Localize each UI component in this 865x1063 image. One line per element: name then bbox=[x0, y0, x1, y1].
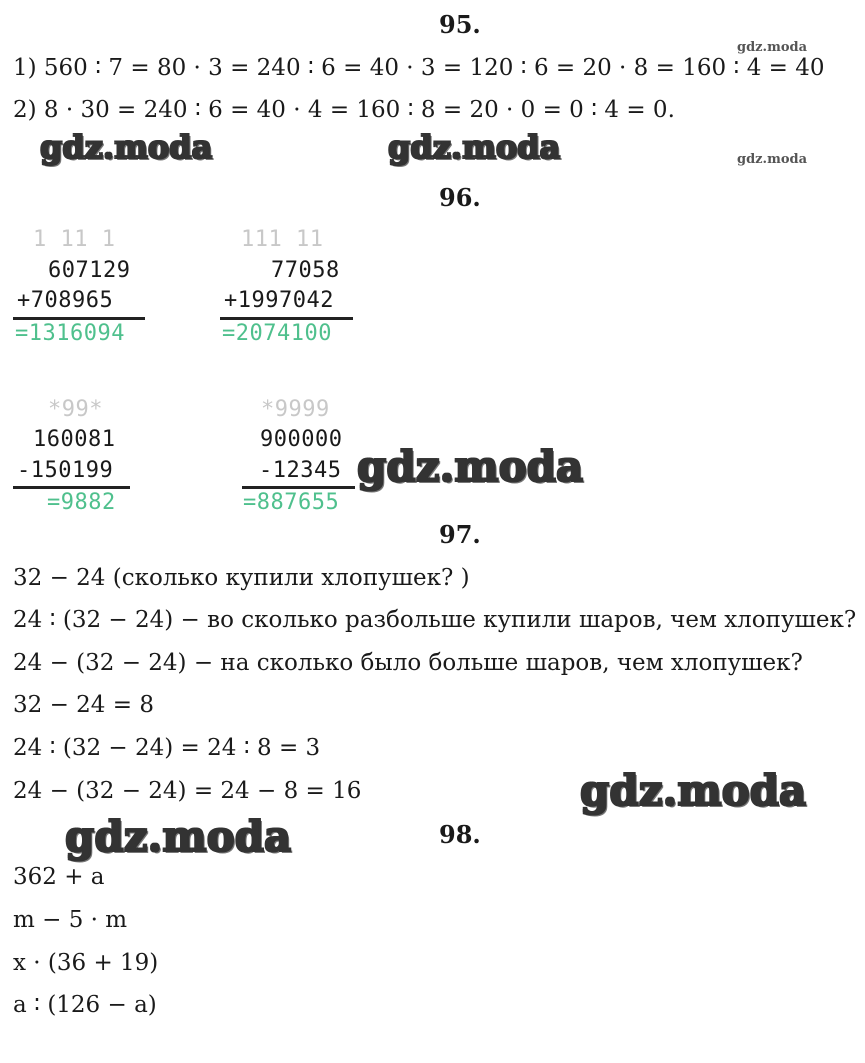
exercise-98-number: 98. bbox=[439, 820, 481, 849]
addition-1-operand-a: 607129 bbox=[48, 258, 131, 283]
watermark-small-1: gdz.moda bbox=[737, 40, 808, 55]
exercise-95-number: 95. bbox=[439, 10, 481, 39]
addition-2-carry: 111 11 bbox=[241, 227, 324, 252]
watermark-5: gdz.moda bbox=[65, 812, 292, 861]
exercise-97-line-3: 24 − (32 − 24) − на сколько было больше шаров, чем хлопушек? bbox=[13, 650, 803, 676]
subtraction-2-rule bbox=[242, 486, 355, 489]
subtraction-2-carry: *9999 bbox=[261, 397, 330, 422]
watermark-4: gdz.moda bbox=[580, 766, 807, 815]
exercise-97-line-6: 24 − (32 − 24) = 24 − 8 = 16 bbox=[13, 778, 362, 804]
addition-1-carry: 1 11 1 bbox=[33, 227, 116, 252]
subtraction-1-rule bbox=[13, 486, 130, 489]
subtraction-1-operand-a: 160081 bbox=[33, 427, 116, 452]
addition-2-result: =2074100 bbox=[222, 321, 332, 346]
exercise-98-line-4: a ∶ (126 − a) bbox=[13, 992, 157, 1018]
subtraction-1-operand-b: -150199 bbox=[17, 458, 114, 483]
exercise-98-line-1: 362 + a bbox=[13, 864, 105, 890]
subtraction-1-result: =9882 bbox=[47, 490, 116, 515]
subtraction-2-result: =887655 bbox=[243, 490, 340, 515]
addition-1-result: =1316094 bbox=[15, 321, 125, 346]
exercise-98-line-3: x · (36 + 19) bbox=[13, 950, 159, 976]
exercise-97-number: 97. bbox=[439, 520, 481, 549]
subtraction-1-carry: *99* bbox=[48, 397, 103, 422]
exercise-98-line-2: m − 5 · m bbox=[13, 907, 128, 933]
exercise-97-line-2: 24 ∶ (32 − 24) − во сколько разбольше купили шаров, чем хлопушек? bbox=[13, 607, 857, 633]
addition-2-operand-a: 77058 bbox=[271, 258, 340, 283]
addition-2-operand-b: +1997042 bbox=[224, 288, 334, 313]
subtraction-2-operand-b: -12345 bbox=[259, 458, 342, 483]
exercise-97-line-5: 24 ∶ (32 − 24) = 24 ∶ 8 = 3 bbox=[13, 735, 321, 761]
exercise-95-line-1: 1) 560 ∶ 7 = 80 · 3 = 240 ∶ 6 = 40 · 3 = 120 ∶ 6 = 20 · 8 = 160 ∶ 4 = 40 bbox=[13, 55, 825, 81]
watermark-3: gdz.moda bbox=[357, 442, 584, 491]
watermark-small-2: gdz.moda bbox=[737, 152, 808, 167]
watermark-1: gdz.moda bbox=[40, 128, 213, 166]
exercise-97-line-4: 32 − 24 = 8 bbox=[13, 692, 154, 718]
addition-1-rule bbox=[13, 317, 145, 320]
watermark-2: gdz.moda bbox=[388, 128, 561, 166]
addition-2-rule bbox=[220, 317, 353, 320]
exercise-96-number: 96. bbox=[439, 183, 481, 212]
subtraction-2-operand-a: 900000 bbox=[260, 427, 343, 452]
exercise-95-line-2: 2) 8 · 30 = 240 ∶ 6 = 40 · 4 = 160 ∶ 8 = 20 · 0 = 0 ∶ 4 = 0. bbox=[13, 97, 675, 123]
addition-1-operand-b: +708965 bbox=[17, 288, 114, 313]
exercise-97-line-1: 32 − 24 (сколько купили хлопушек? ) bbox=[13, 565, 470, 591]
